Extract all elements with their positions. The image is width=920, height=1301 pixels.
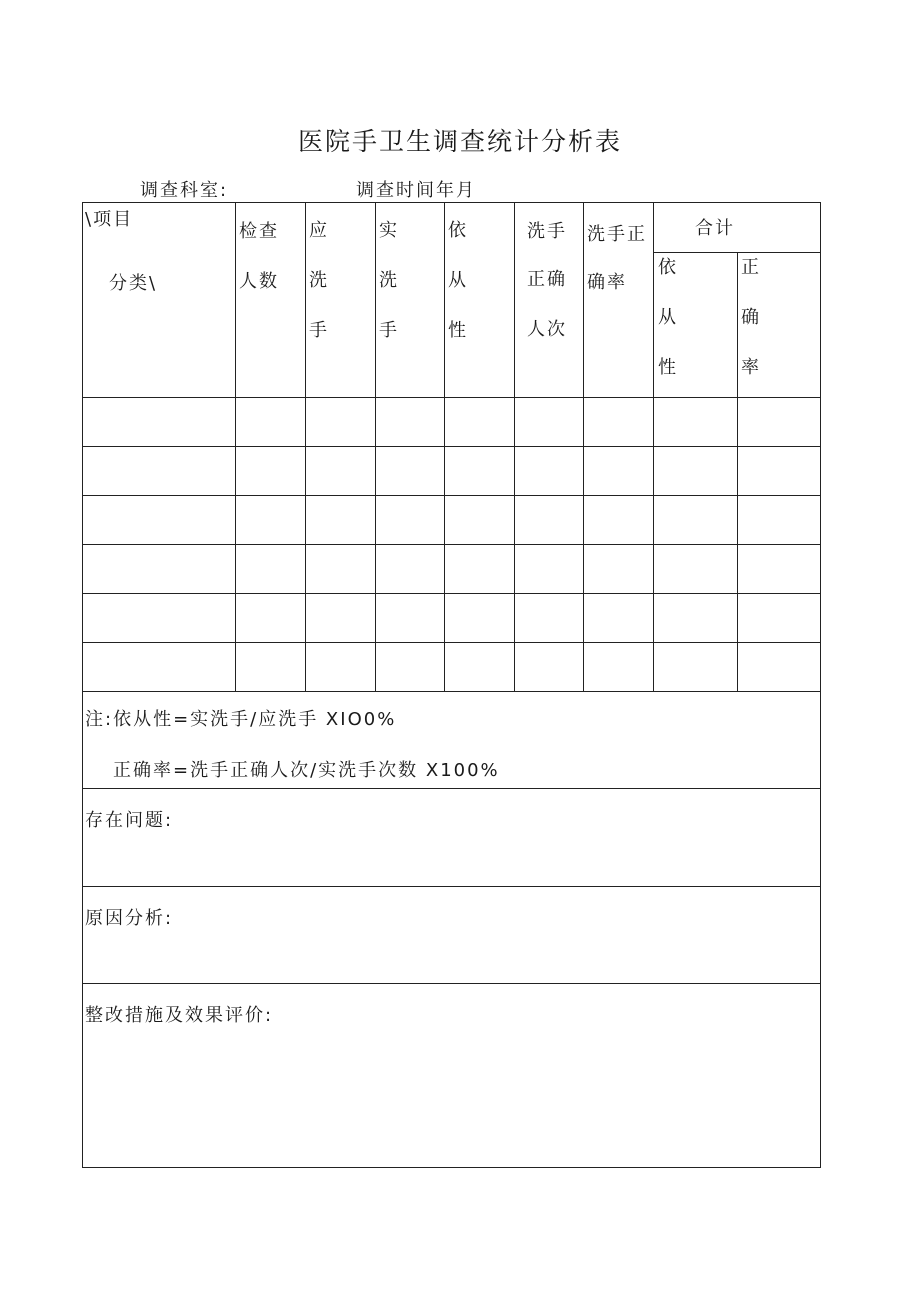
row-divider (83, 495, 820, 496)
survey-time-label: 调查时间年月 (356, 180, 476, 201)
header-total-compliance: 依 从 性 (658, 257, 676, 378)
header-correct-count-3: 人次 (527, 319, 567, 340)
section-problems: 存在问题: (85, 810, 174, 831)
header-actual-wash: 实 洗 手 (379, 220, 397, 341)
department-label: 调查科室: (140, 180, 229, 201)
header-corner-category: 分类\ (109, 273, 158, 294)
col-divider (235, 203, 236, 691)
row-divider (83, 544, 820, 545)
col-divider (583, 203, 584, 691)
section-divider (83, 788, 820, 789)
row-divider (83, 397, 820, 398)
header-corner-item: \项目 (85, 209, 134, 230)
section-divider (83, 983, 820, 984)
header-correct-count-2: 正确 (527, 269, 567, 290)
statistics-table (82, 202, 821, 1168)
section-rectification: 整改措施及效果评价: (85, 1005, 274, 1026)
row-divider (83, 446, 820, 447)
notes-divider (83, 691, 820, 692)
header-check-count-2: 人数 (239, 271, 279, 292)
note-correct-rate-formula: 正确率=洗手正确人次/实洗手次数 X100% (113, 760, 500, 781)
page-title: 医院手卫生调查统计分析表 (297, 127, 622, 156)
header-correct-count-1: 洗手 (527, 221, 567, 242)
header-total-correct-rate: 正 确 率 (741, 257, 759, 378)
header-compliance: 依 从 性 (448, 220, 466, 341)
header-correct-rate-2: 确率 (587, 272, 627, 293)
header-check-count-1: 检查 (239, 221, 279, 242)
col-divider (514, 203, 515, 691)
header-total: 合计 (695, 218, 735, 239)
row-divider (83, 593, 820, 594)
header-correct-rate-1: 洗手正 (587, 224, 647, 245)
section-divider (83, 886, 820, 887)
section-cause-analysis: 原因分析: (85, 908, 174, 929)
header-should-wash: 应 洗 手 (309, 220, 327, 341)
col-divider (653, 203, 654, 691)
note-compliance-formula: 注:依从性=实洗手/应洗手 XIO0% (85, 709, 397, 730)
row-divider (83, 642, 820, 643)
